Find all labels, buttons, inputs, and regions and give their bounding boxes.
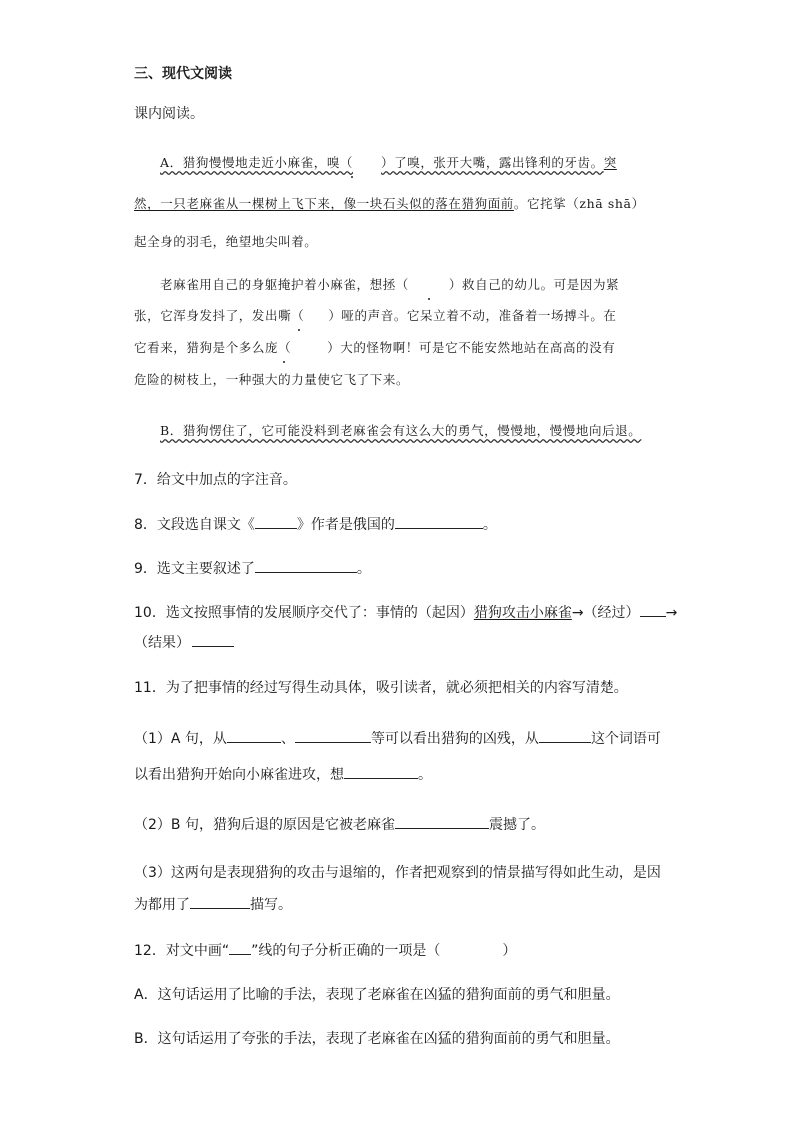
- emphasis-dot: [298, 329, 300, 331]
- section-title: 三、现代文阅读: [134, 66, 232, 82]
- emphasis-dot: [428, 298, 430, 300]
- question-10-line-1: 10．选文按照事情的发展顺序交代了：事情的（起因）猎狗攻击小麻雀→（经过） →: [134, 602, 677, 623]
- question-7: 7．给文中加点的字注音。: [134, 472, 297, 488]
- straight-underline-start: 突: [603, 155, 617, 170]
- answer-blank[interactable]: [640, 602, 666, 617]
- answer-blank[interactable]: [190, 894, 250, 909]
- answer-blank[interactable]: [344, 764, 418, 779]
- answer-blank[interactable]: [255, 558, 357, 573]
- passage-a-line-3: 起全身的羽毛，绝望地尖叫着。: [134, 234, 318, 249]
- passage-p2-line-3: 它看来，猎狗是个多么庞（ ）大的怪物啊！可是它不能安然地站在高高的没有: [134, 340, 616, 355]
- passage-a-sentence: A．猎狗慢慢地走近小麻雀，嗅（ ）了嗅，张开大嘴，露出锋利的牙齿。: [160, 155, 604, 170]
- passage-p2-line-1: 老麻雀用自己的身躯掩护着小麻雀，想拯（ ）救自己的幼儿。可是因为紧: [160, 277, 620, 292]
- passage-a-line-2: 然，一只老麻雀从一棵树上飞下来，像一块石头似的落在猎狗面前。它挓挲（zhā shā）: [134, 196, 645, 211]
- emphasis-dot: [351, 176, 353, 178]
- question-12: 12．对文中画“ ”线的句子分析正确的一项是（ ）: [134, 940, 516, 961]
- answer-blank[interactable]: [395, 814, 489, 829]
- question-11-3-line-2: 为都用了 描写。: [134, 894, 292, 915]
- line-sample-blank: [229, 940, 251, 955]
- question-12-option-b[interactable]: B．这句话运用了夸张的手法，表现了老麻雀在凶猛的猎狗面前的勇气和胆量。: [134, 1031, 620, 1047]
- answer-blank[interactable]: [192, 632, 234, 647]
- question-10-line-2: （结果）: [134, 632, 234, 653]
- passage-b-line: [160, 421, 641, 441]
- question-11-3-line-1: （3）这两句是表现猎狗的攻击与退缩的，作者把观察到的情景描写得如此生动，是因: [134, 865, 661, 881]
- passage-b-sentence: B．猎狗愣住了，它可能没料到老麻雀会有这么大的勇气，慢慢地，慢慢地向后退。: [160, 423, 642, 438]
- answer-blank[interactable]: [395, 514, 483, 529]
- passage-p2-line-4: 危险的树枝上，一种强大的力量使它飞了下来。: [134, 372, 410, 387]
- question-11-1-line-1: （1）A 句，从 、 等可以看出猎狗的凶残，从 这个词语可: [134, 728, 661, 749]
- section-subtitle: 课内阅读。: [134, 106, 204, 122]
- passage-p2-line-2: 张，它浑身发抖了，发出嘶（ ）哑的声音。它呆立着不动，准备着一场搏斗。在: [134, 308, 617, 323]
- answer-blank[interactable]: [539, 728, 591, 743]
- answer-blank[interactable]: [255, 514, 297, 529]
- question-11-2: （2）B 句，猎狗后退的原因是它被老麻雀 震撼了。: [134, 814, 545, 835]
- question-11: 11．为了把事情的经过写得生动具体，吸引读者，就必须把相关的内容写清楚。: [134, 680, 628, 696]
- answer-blank[interactable]: [227, 728, 281, 743]
- answer-blank[interactable]: [295, 728, 371, 743]
- passage-a-line-1: [160, 153, 617, 173]
- question-9: 9．选文主要叙述了 。: [134, 558, 371, 579]
- question-8: 8．文段选自课文《 》作者是俄国的 。: [134, 514, 497, 535]
- question-11-1-line-2: 以看出猎狗开始向小麻雀进攻，想 。: [134, 764, 432, 785]
- question-12-option-a[interactable]: A．这句话运用了比喻的手法，表现了老麻雀在凶猛的猎狗面前的勇气和胆量。: [134, 987, 620, 1003]
- emphasis-dot: [283, 361, 285, 363]
- straight-underline-sentence: 然，一只老麻雀从一棵树上飞下来，像一块石头似的落在猎狗面前: [134, 196, 514, 211]
